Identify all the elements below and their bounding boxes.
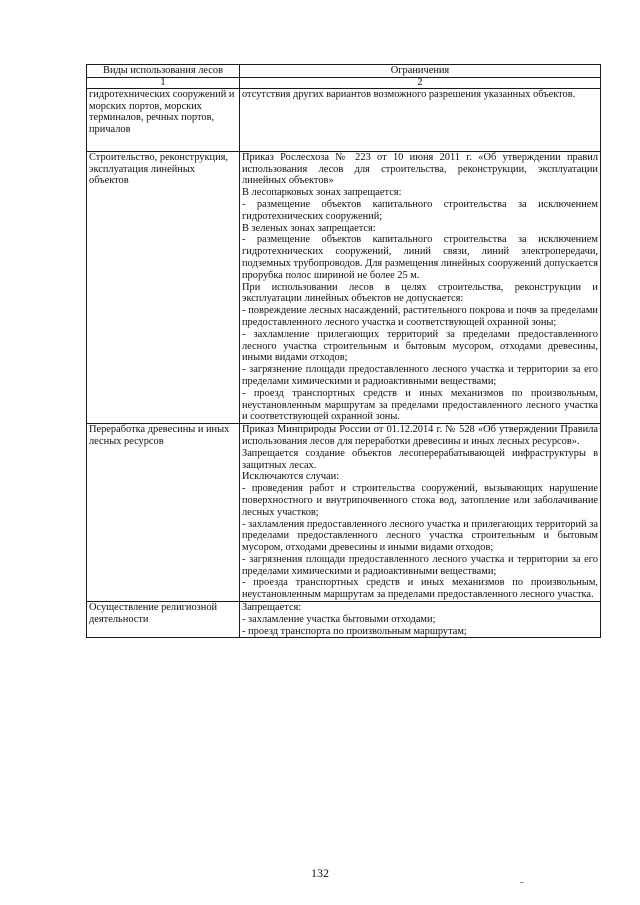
restriction-line: - захламление участка бытовыми отходами; — [242, 613, 436, 625]
table-row — [87, 424, 601, 602]
forest-use-cell: Переработка древесины и иных лесных ресурсов — [87, 424, 240, 602]
restrictions-cell — [240, 602, 601, 638]
restriction-line: Исключаются случаи: — [242, 471, 340, 483]
table-row — [87, 151, 601, 423]
restriction-line: В зеленых зонах запрещается: — [242, 222, 376, 234]
restrictions-cell — [240, 424, 601, 602]
restriction-line: отсутствия других вариантов возможного разрешения указанных объектов. — [242, 88, 576, 100]
restriction-line: Запрещается создание объектов лесоперерабатывающей инфраструктуры в защитных лесах. — [242, 447, 598, 471]
restriction-line: - размещение объектов капитального строительства за исключением гидротехнических сооружений, линий связи, линий электропередачи, подземных трубопроводов. Для размещения линейных сооружений допускается прорубка полос шириной не более 25 м. — [242, 234, 598, 281]
restriction-line: - проведения работ и строительства сооружений, вызывающих нарушение поверхностного и внутрипочвенного стока вод, затопление или заболачивание лесных участков; — [242, 483, 598, 518]
restrictions-table — [86, 64, 601, 638]
restriction-line: - размещение объектов капитального строительства за исключением гидротехнических сооружений; — [242, 198, 598, 222]
column-number-row — [87, 77, 601, 88]
forest-use-cell: гидротехнических сооружений и морских портов, морских терминалов, речных портов, причалов — [87, 88, 240, 151]
restriction-line: В лесопарковых зонах запрещается: — [242, 187, 402, 199]
forest-use-cell: Строительство, реконструкция, эксплуатация линейных объектов — [87, 151, 240, 423]
restriction-line: Запрещается: — [242, 602, 302, 614]
column-number-1: 1 — [87, 77, 240, 88]
table-row — [87, 602, 601, 638]
header-restrictions: Ограничения — [240, 65, 601, 78]
restriction-line: - захламление прилегающих территорий за пределами предоставленного лесного участка строительным и бытовым мусором, отходами древесины, иными видами отходов; — [242, 328, 598, 364]
restriction-line: - проезд транспортных средств и иных механизмов по произвольным, неустановленным маршрутам за пределами предоставленного лесного участка и соответствующей охранной зоны. — [242, 387, 598, 423]
restriction-line: Приказ Минприроды России от 01.12.2014 г. № 528 «Об утверждении Правила использования лесов для переработки древесины и иных лесных ресурсов». — [242, 424, 598, 447]
restriction-line: При использовании лесов в целях строительства, реконструкции и эксплуатации линейных объектов не допускается: — [242, 281, 598, 305]
table-header-row — [87, 65, 601, 78]
restriction-line: - захламления предоставленного лесного участка и прилегающих территорий за пределами предоставленного лесного участка строительным и бытовым мусором, отходами древесины и иными видами отходов; — [242, 518, 598, 554]
restrictions-cell — [240, 88, 601, 151]
header-forest-use: Виды использования лесов — [87, 65, 240, 78]
restriction-line: - проезда транспортных средств и иных механизмов по произвольным, неустановленным маршрутам за пределами предоставленного лесного участка. — [242, 577, 598, 601]
column-number-2: 2 — [240, 77, 601, 88]
restriction-line: - загрязнения площади предоставленного лесного участка и территории за его пределами химическими и радиоактивными веществами; — [242, 553, 598, 577]
scan-speck — [520, 882, 524, 883]
restriction-line: - повреждение лесных насаждений, растительного покрова и почв за пределами предоставленного лесного участка и соответствующей охранной зоны; — [242, 305, 598, 328]
page-number: 132 — [311, 866, 329, 880]
table-row — [87, 88, 601, 151]
forest-use-cell: Осуществление религиозной деятельности — [87, 602, 240, 638]
restriction-line: - проезд транспорта по произвольным маршрутам; — [242, 625, 467, 637]
restrictions-cell — [240, 151, 601, 423]
restriction-line: Приказ Рослесхоза № 223 от 10 июня 2011 г. «Об утверждении правил использования лесов для строительства, реконструкции, эксплуатации линейных объектов» — [242, 151, 598, 187]
restriction-line: - загрязнение площади предоставленного лесного участка и территории за его пределами химическими и радиоактивными веществами; — [242, 364, 598, 387]
